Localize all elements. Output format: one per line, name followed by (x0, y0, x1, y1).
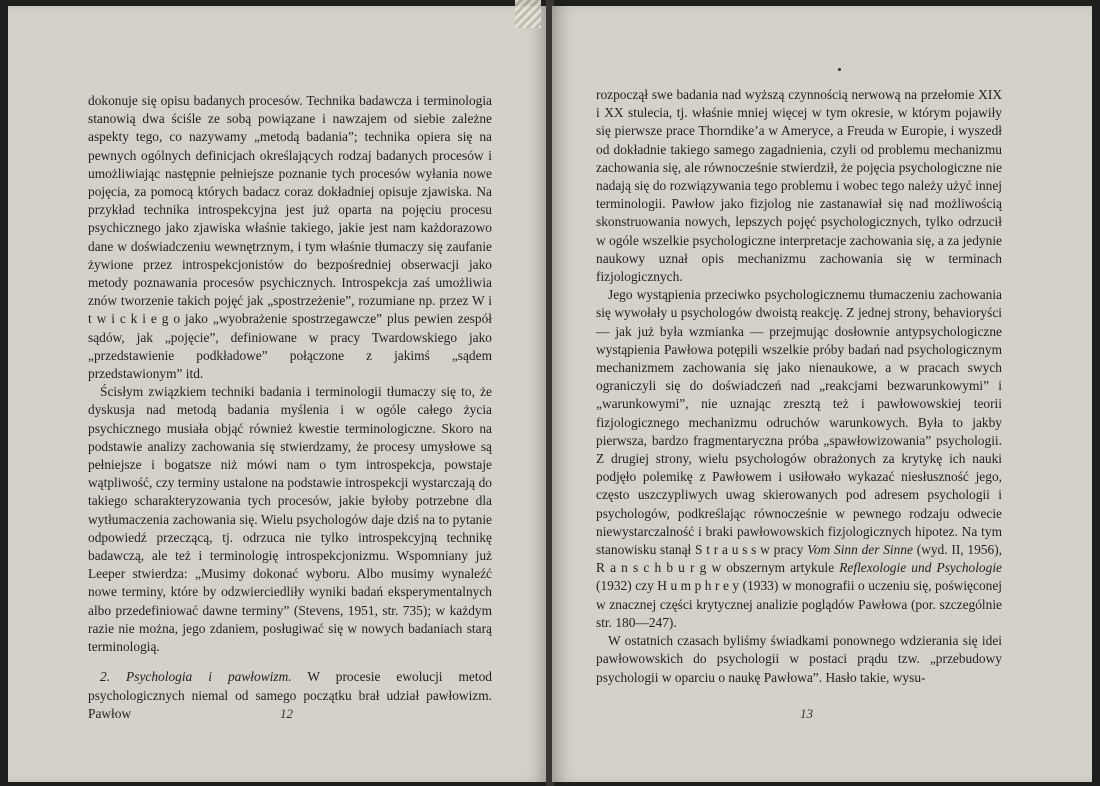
print-mark (838, 68, 841, 71)
paragraph: Jego wystąpienia przeciwko psychologicznemu tłumaczeniu zachowania się wywołały u psychologów dwoistą reakcję. Z jednej strony, behavioryści — jak już była wzmianka — przejmując dosłownie antypsychologiczne wystąpienia Pawłowa potępili wszelkie próby badań nad psychologicznym mechanizmem zachowania się jako nienaukowe, a w pracach swych ograniczyli się do doświadczeń nad „reakcjami bezwarunkowymi” i „warunkowymi”, nie uznając zresztą też i pawłowowskiej teorii fizjologicznego mechanizmu odruchów warunkowych. Była to jakby pierwsza, bardzo fragmentaryczna próba „spawłowizowania” psychologii. Z drugiej strony, wielu psychologów obrażonych za krytykę ich nauki podjęło polemikę z Pawłowem i usiłowało wykazać niesłuszność jego, często uszczypliwych uwag skierowanych pod adresem psychologii i psychologów, podkreślając równocześnie w pewnego rodzaju odwecie niewystarczalność i braki pawłowowskich fizjologicznych hipotez. Na tym stanowisku stanął S t r a u s s w pracy Vom Sinn der Sinne (wyd. II, 1956), R a n s c h b u r g w obszernym artykule Reflexologie und Psychologie (1932) czy H u m p h r e y (1933) w monografii o uczeniu się, poświęconej w znacznej części krytycznej analizie poglądów Pawłowa (por. szczególnie str. 180—247). (596, 287, 1003, 630)
page-number: 12 (280, 706, 293, 721)
author-name: H u m p h r e y (657, 578, 740, 594)
right-page (552, 6, 1092, 782)
article-title: Reflexologie und Psychologie (839, 560, 1002, 576)
spine-tape (515, 0, 541, 28)
paragraph: dokonuje się opisu badanych procesów. Technika badawcza i terminologia stanowią dwa ściśle ze sobą powiązane i nawzajem od siebie zależne aspekty tego, co nazywamy „metodą badania”; technika opiera się na pewnych ogólnych definicjach określających rodzaj badanych procesów i umożliwiając następnie pełniejsze poznanie tych procesów wyłania nowe pojęcia, za pomocą których badacz coraz dokładniej opisuje zjawiska. Na przykład technika introspekcyjna jest już oparta na pojęciu procesu psychicznego jako zjawiska właśnie takiego, jakie jest nam każdorazowo dane w doświadczeniu wewnętrznym, i tym właśnie tłumaczy się zaufanie żywione przez introspekcjonistów do bezpośredniej obserwacji jako metody poznawania procesów psychicznych. Introspekcja zaś umożliwia znów tworzenie takich pojęć jak „spostrzeżenie”, rozumiane np. przez W i t w i c k i e g o jako „wyobrażenie spostrzegawcze” plus pewien zespół sądów, jak „pojęcie”, definiowane w pracy Twardowskiego jako „przedstawienie podkładowe” połączone z jakimś „sądem przedstawionym” itd. (88, 93, 492, 382)
author-name: R a n s c h b u r g (596, 560, 707, 576)
paragraph: rozpoczął swe badania nad wyższą czynnością nerwową na przełomie XIX i XX stulecia, tj. właśnie mniej więcej w tym okresie, w którym pojawiły się pierwsze prace Thorndike’a w Ameryce, a Freuda w Europie, i wyszedł od dokładnie takiego samego zagadnienia, czyli od problemu mechanizmu zachowania się, ale równocześnie stwierdził, że pojęcia psychologiczne nie nadają się do rozwiązywania tego problemu i wobec tego należy użyć innej terminologii. Pawłow jako fizjolog nie zastanawiał się nad możliwością skonstruowania nowych, lepszych pojęć psychologicznych, tylko odrzucił w ogóle wszelkie psychologiczne interpretacje zachowania się, a za jedynie naukowy uznał opis mechanizmu zachowania się w terminach fizjologicznych. (596, 87, 1002, 285)
page-number: 13 (800, 706, 813, 721)
section-text: W procesie ewolucji metod psychologicznych niemal od samego początku brał udział pawłowizm. Pawłow (88, 669, 492, 721)
section-heading: 2. Psychologia i pawłowizm. (100, 669, 292, 685)
paragraph: Ścisłym związkiem techniki badania i terminologii tłumaczy się to, że dyskusja nad metodą badania myślenia i w ogóle całego życia psychicznego musiała objąć również kwestie terminologiczne. Skoro na podstawie analizy zachowania się stwierdzamy, że procesy umysłowe są pełniejsze i bogatsze niż mówi nam o tym introspekcja, powstaje wątpliwość, czy terminy ustalone na podstawie introspekcji wystarczają do takiego scharakteryzowania tych procesów, jakie byłoby potrzebne dla wytłumaczenia zachowania się. Wielu psychologów daje dziś na to pytanie odpowiedź przeczącą, tj. odrzuca nie tylko introspekcyjną technikę badawczą, ale też i terminologię introspekcjonizmu. Wspomniany już Leeper stwierdza: „Musimy dokonać wyboru. Albo musimy wynaleźć nowe terminy, które by odzwierciedliły wyniki badań eksperymentalnych albo przedefiniować dawne terminy” (Stevens, 1951, str. 735); w każdym razie nie można, jego zdaniem, posługiwać się w nowych badaniach starą terminologią. (88, 384, 492, 655)
left-page-text (88, 92, 492, 723)
paragraph: W ostatnich czasach byliśmy świadkami ponownego wdzierania się idei pawłowowskich do psychologii w postaci prądu tzw. „przebudowy psychologii w oparciu o naukę Pawłowa”. Hasło takie, wysu- (596, 633, 1002, 685)
right-page-text (596, 86, 1002, 687)
book-title: Vom Sinn der Sinne (807, 542, 913, 558)
author-name: S t r a u s s (695, 542, 757, 558)
left-page (8, 6, 548, 782)
